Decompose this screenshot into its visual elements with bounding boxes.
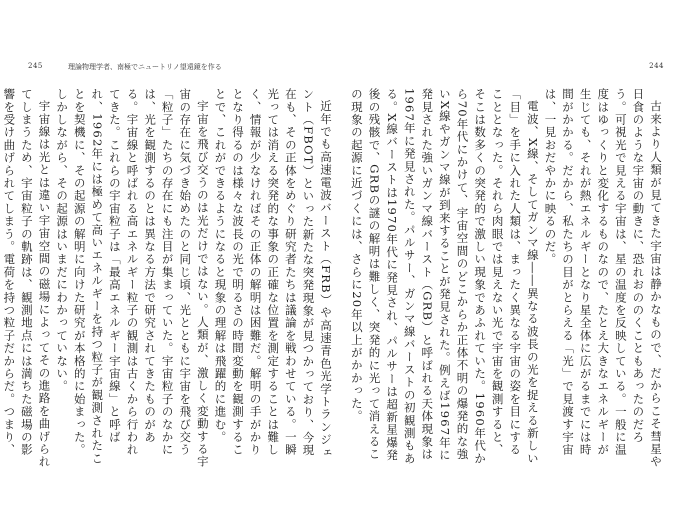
left-page-number: 245 [28, 62, 43, 70]
left-page-body [2, 88, 334, 468]
paragraph: 古来より人類が見てきた宇宙は静かなもので、だからこそ彗星や日食のような宇宙の動きに、恐れおののくこともあったのだろう。可視光で見える宇宙は、星の温度を反映している。一般に温度はゆっくりと変化するものなので、たとえ大きなエネルギーが生じても、それが熱エネルギーとなり星全体に広がるまでには時間がかかる。だから、私たちの目がとらえる「光」で見渡す宇宙は、一見おだやかに映るのだ。 [543, 88, 663, 468]
right-page-body [349, 88, 664, 468]
running-title: 理論物理学者、南極でニュートリノ望遠鏡を作る [68, 63, 222, 71]
paragraph: 宇宙線は光とは違い宇宙空間の磁場によってその進路を曲げられてしまうため、宇宙粒子の軌跡は、観測地点には満ちた磁場の影響を受け曲げられてしまう。電荷を持つ粒子だからだ。つまり、 [2, 88, 52, 468]
paragraph: 宇宙を飛び交うのは光だけではない。人類が、激しく変動する宇宙の存在に気づき始めたのと同じ頃、光とともに宇宙を飛び交う「粒子」たちの存在にも注目が集まっていた。宇宙粒子のなかには、光を観測するのとは異なる方法で研究されてきたものがある。宇宙線と呼ばれる高エネルギー粒子の観測は古くから行われてきた。これらの宇宙粒子は「最高エネルギー宇宙線」と呼ばれ、1962年には極めて高いエネルギーを持つ粒子が観測されたことを契機に、その起源の解明に向けた研究が本格的に始まった。しかしながら、その起源はいまだにわかっていない。 [55, 88, 210, 468]
paragraph: 近年でも高速電波バースト（FRB）や高速青色光学トランジェント（FBOT）といった新たな突発現象が見つかっており、今現在も、その正体をめぐり研究者たちは議論を戦わせている。一瞬光っては消える突発的な事象の正確な位置を測定することは難しく、情報が少なければその正体の解明は困難だ。解明の手がかりとなり得るのは様々な波長の光で明るさの時間変動を観測することで、これができるようになると現象の理解は飛躍的に進む。 [213, 88, 333, 459]
paragraph: 電波、X線、そしてガンマ線――異なる波長の光を捉える新しい「目」を手に入れた人類は、まったく異なる宇宙の姿を目にすることとなった。それら肉眼では見えない光で宇宙を観測すると、そこは数多くの突発的で激しい現象であふれていた。1960年代から70年代にかけて、宇宙空間のどこからか正体不明の爆発的な強いX線やガンマ線が到来することが発見された。例えば1967年に発見された強いガンマ線バースト（GRB）と呼ばれる天体現象は1967年に発見された。パルサー、ガンマ線バーストの初観測もある。X線バーストは1970年代に発見され、パルサーは超新星爆発後の残骸で、GRBの謎の解明は難しく、突発的に光って消えるこの現象の起源に近づくには、さらに20年以上がかかった。 [349, 88, 540, 465]
right-page-number: 244 [649, 62, 664, 70]
